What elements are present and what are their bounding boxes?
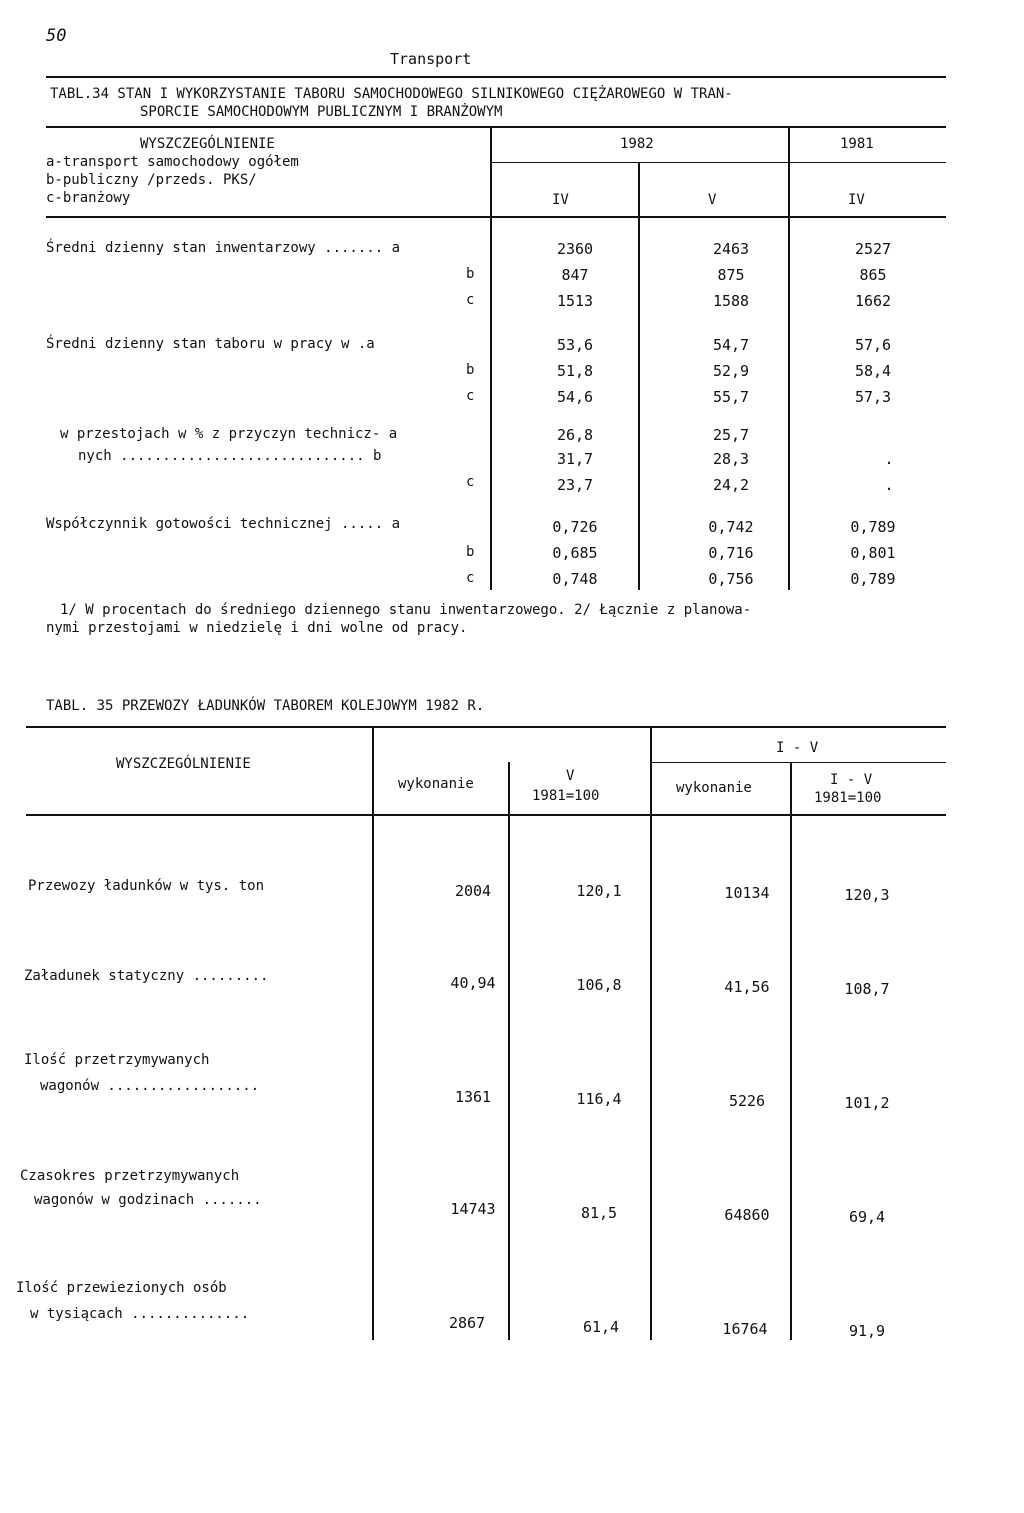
t34-r3c-v1: 23,7 [556, 476, 594, 494]
t35-r2-v3: 41,56 [724, 978, 770, 996]
t34-r1b-v2: 875 [717, 266, 745, 284]
t35-r1-v4: 120,3 [844, 886, 890, 904]
t35-vline-2 [508, 762, 510, 1340]
t34-row3-sub-c: c [466, 474, 475, 490]
t34-year-rule [490, 162, 946, 163]
t34-col-1982-v: V [708, 192, 717, 208]
t34-r4c-v3: 0,789 [850, 570, 896, 588]
page-number: 50 [46, 26, 67, 46]
t35-spec-header: WYSZCZEGÓLNIENIE [116, 756, 251, 772]
t34-r1c-v2: 1588 [712, 292, 750, 310]
t34-col-1981-iv: IV [848, 192, 865, 208]
t34-r2b-v1: 51,8 [556, 362, 594, 380]
t34-top-rule [46, 76, 946, 78]
page-header: Transport [390, 50, 472, 68]
t34-row2-label: Średni dzienny stan taboru w pracy w .a [46, 336, 375, 352]
t35-r3-v1: 1361 [454, 1088, 492, 1106]
t35-r4-v1: 14743 [450, 1200, 496, 1218]
t34-row1-sub-c: c [466, 292, 475, 308]
t34-r3a-v1: 26,8 [556, 426, 594, 444]
t34-r4b-v2: 0,716 [708, 544, 754, 562]
t34-r1b-v3: 865 [859, 266, 887, 284]
t34-title-cont: SPORCIE SAMOCHODOWYM PUBLICZNYM I BRANŻOWYM [140, 104, 503, 120]
t35-r3-v3: 5226 [728, 1092, 766, 1110]
t34-r3c-v3: . [884, 476, 894, 494]
t34-r4c-v1: 0,748 [552, 570, 598, 588]
t34-vline-1 [490, 126, 492, 590]
t34-row4-sub-b: b [466, 544, 475, 560]
t34-legend-a: a-transport samochodowy ogółem [46, 154, 299, 170]
t35-r1-v1: 2004 [454, 882, 492, 900]
t35-col-iv-top: I - V [830, 772, 873, 788]
t35-row5-label-cont: w tysiącach .............. [30, 1306, 250, 1322]
t35-iv-group: I - V [776, 740, 819, 756]
t34-r1c-v3: 1662 [854, 292, 892, 310]
t34-r4a-v3: 0,789 [850, 518, 896, 536]
t34-r3b-v2: 28,3 [712, 450, 750, 468]
t35-group-rule [650, 762, 946, 763]
t34-vline-3 [788, 126, 790, 590]
t34-row2-sub-b: b [466, 362, 475, 378]
t35-row1-label: Przewozy ładunków w tys. ton [28, 878, 265, 894]
t35-row3-label: Ilość przetrzymywanych [24, 1052, 210, 1068]
t35-col-v-bot: 1981=100 [532, 788, 600, 804]
t34-year-1982: 1982 [620, 136, 654, 152]
t34-r1a-v3: 2527 [854, 240, 892, 258]
t35-r1-v3: 10134 [724, 884, 770, 902]
t34-r4b-v1: 0,685 [552, 544, 598, 562]
t34-r3c-v2: 24,2 [712, 476, 750, 494]
t34-row1-label: Średni dzienny stan inwentarzowy ....... a [46, 240, 401, 256]
t35-r5-v1: 2867 [448, 1314, 486, 1332]
t34-r2a-v2: 54,7 [712, 336, 750, 354]
t34-title: TABL.34 STAN I WYKORZYSTANIE TABORU SAMOCHODOWEGO SILNIKOWEGO CIĘŻAROWEGO W TRAN- [50, 86, 733, 102]
t34-legend-c: c-branżowy [46, 190, 131, 206]
t34-year-1981: 1981 [840, 136, 874, 152]
t35-col-wyk1: wykonanie [398, 776, 474, 792]
t34-r4a-v2: 0,742 [708, 518, 754, 536]
t35-r5-v2: 61,4 [582, 1318, 620, 1336]
t34-legend-b: b-publiczny /przeds. PKS/ [46, 172, 257, 188]
t35-r4-v3: 64860 [724, 1206, 770, 1224]
t35-col-v-top: V [566, 768, 575, 784]
t34-row4-sub-c: c [466, 570, 475, 586]
t34-row2-sub-c: c [466, 388, 475, 404]
t35-title: TABL. 35 PRZEWOZY ŁADUNKÓW TABOREM KOLEJOWYM 1982 R. [46, 698, 485, 714]
t34-header-rule [46, 126, 946, 128]
t34-spec-header: WYSZCZEGÓLNIENIE [140, 136, 275, 152]
t35-row5-label: Ilość przewiezionych osób [16, 1280, 227, 1296]
t34-r4a-v1: 0,726 [552, 518, 598, 536]
t35-row2-label: Załadunek statyczny ......... [24, 968, 269, 984]
t34-r2b-v3: 58,4 [854, 362, 892, 380]
t34-body-rule [46, 216, 946, 218]
t35-top-rule [26, 726, 946, 728]
t35-r3-v2: 116,4 [576, 1090, 622, 1108]
t35-r1-v2: 120,1 [576, 882, 622, 900]
t35-vline-4 [790, 762, 792, 1340]
t34-row4-label: Współczynnik gotowości technicznej ..... a [46, 516, 401, 532]
t34-row3-label-cont: nych ............................. b [78, 448, 382, 464]
t34-r3b-v1: 31,7 [556, 450, 594, 468]
t35-r2-v4: 108,7 [844, 980, 890, 998]
t34-r3b-v3: . [884, 450, 894, 468]
t35-row4-label: Czasokres przetrzymywanych [20, 1168, 240, 1184]
t35-r3-v4: 101,2 [844, 1094, 890, 1112]
t34-r2c-v2: 55,7 [712, 388, 750, 406]
t35-row4-label-cont: wagonów w godzinach ....... [34, 1192, 262, 1208]
t35-r2-v1: 40,94 [450, 974, 496, 992]
t34-footnote-2: nymi przestojami w niedzielę i dni wolne od pracy. [46, 620, 468, 636]
t35-vline-3 [650, 726, 652, 1340]
t34-r4b-v3: 0,801 [850, 544, 896, 562]
t35-vline-1 [372, 726, 374, 1340]
t34-r2c-v1: 54,6 [556, 388, 594, 406]
t34-footnote-1: 1/ W procentach do średniego dziennego stanu inwentarzowego. 2/ Łącznie z planowa- [60, 602, 752, 618]
t35-row3-label-cont: wagonów .................. [40, 1078, 260, 1094]
t34-col-1982-iv: IV [552, 192, 569, 208]
t35-col-wyk2: wykonanie [676, 780, 752, 796]
t34-r1c-v1: 1513 [556, 292, 594, 310]
t35-r4-v4: 69,4 [848, 1208, 886, 1226]
t34-row1-sub-b: b [466, 266, 475, 282]
t35-col-iv-bot: 1981=100 [814, 790, 882, 806]
t35-r4-v2: 81,5 [580, 1204, 618, 1222]
t34-r2b-v2: 52,9 [712, 362, 750, 380]
t35-r5-v4: 91,9 [848, 1322, 886, 1340]
t35-r2-v2: 106,8 [576, 976, 622, 994]
t35-r5-v3: 16764 [722, 1320, 768, 1338]
t34-r1a-v1: 2360 [556, 240, 594, 258]
t34-r2a-v3: 57,6 [854, 336, 892, 354]
t34-vline-2 [638, 162, 640, 590]
t34-row3-label: w przestojach w % z przyczyn technicz- a [60, 426, 398, 442]
t35-body-rule [26, 814, 946, 816]
t34-r1b-v1: 847 [561, 266, 589, 284]
t34-r1a-v2: 2463 [712, 240, 750, 258]
t34-r2a-v1: 53,6 [556, 336, 594, 354]
t34-r3a-v2: 25,7 [712, 426, 750, 444]
t34-r2c-v3: 57,3 [854, 388, 892, 406]
t34-r4c-v2: 0,756 [708, 570, 754, 588]
